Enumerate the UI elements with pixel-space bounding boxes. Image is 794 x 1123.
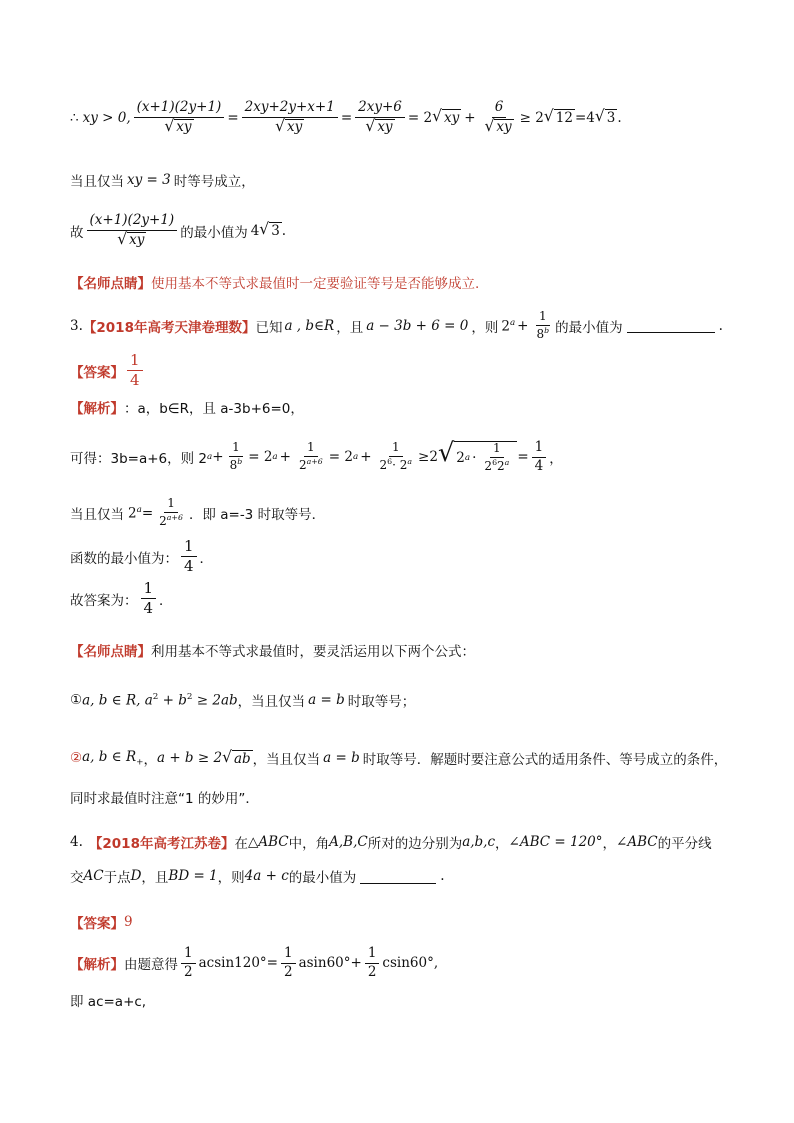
text-bisector: 的平分线: [657, 836, 712, 852]
conclusion-line: 故 (x+1)(2y+1) √ xy 的最小值为 4 √ 3 .: [70, 212, 287, 248]
value-4: 4: [250, 222, 260, 239]
fraction-1-over-8b: [227, 441, 246, 473]
text-then: ，则: [471, 319, 499, 336]
question-number: 4.: [70, 834, 83, 850]
plus-sign: +: [517, 317, 529, 334]
equality-condition-line: [70, 170, 734, 190]
denominator: 4: [184, 557, 194, 576]
base-2: 2: [128, 505, 137, 522]
cond-a-eq-b: a = b: [308, 692, 345, 708]
period: .: [617, 109, 622, 126]
fraction-4-denominator: xy: [496, 118, 512, 135]
fraction-1-over-26-2a: [377, 441, 416, 473]
triangle-abc: △ABC: [247, 834, 289, 850]
angle-120: ∠ABC = 120°: [508, 834, 603, 850]
segment-ac: AC: [83, 868, 104, 884]
exponent-a: a: [136, 504, 142, 515]
answer-tag: 【答案】: [70, 916, 124, 932]
circled-number-1: ①: [70, 692, 83, 708]
exponent-a: a: [272, 452, 278, 463]
exponent: a: [504, 457, 510, 467]
bd-equals-1: BD = 1: [168, 868, 218, 884]
conclusion-denominator: xy: [129, 231, 145, 248]
tip-text: 利用基本不等式求最值时，要灵活运用以下两个公式：: [151, 644, 475, 660]
radicand-3: 3: [271, 223, 280, 240]
answer-3: [70, 352, 734, 390]
plus-sign: +: [464, 109, 476, 126]
question-fraction-numerator: 1: [536, 310, 550, 326]
formula-expr: a, b ∈ R, a: [82, 692, 153, 709]
ge-two: ≥2: [418, 449, 438, 466]
denominator: 2: [184, 963, 193, 980]
text-and: ，且: [141, 870, 169, 886]
exponent-a: a: [352, 452, 359, 463]
term-csin60: csin60°,: [382, 955, 439, 972]
answer-numerator: 1: [127, 352, 143, 371]
exponent-a: a: [509, 317, 516, 328]
text-equality: 时取等号；: [347, 694, 416, 710]
expr-xy-3: xy = 3: [127, 172, 171, 188]
answer-blank: [627, 318, 715, 333]
formula-1: [70, 690, 734, 710]
answer-value: 9: [124, 914, 133, 930]
text-when: 当且仅当: [70, 174, 124, 190]
solution-4-line-1: [70, 946, 734, 980]
equals-sign: =: [517, 449, 529, 466]
derive-text: 可得：3b=a+6，则 2: [70, 451, 208, 468]
expr-equation: a − 3b + 6 = 0: [366, 317, 469, 334]
solution-4-line-2: [70, 990, 734, 1010]
angles-abc: A,B,C: [329, 834, 368, 850]
min-fraction: [181, 538, 197, 576]
equals-sign: =: [340, 109, 353, 126]
question-fraction-denominator: 8: [536, 326, 545, 341]
plus-sign: +: [279, 449, 291, 466]
dot: ·: [472, 449, 477, 466]
solution-text: ：a，b∈R，且 a-3b+6=0，: [124, 401, 304, 417]
comma: ，: [495, 836, 509, 852]
numerator: 1: [229, 441, 243, 457]
text-meets: 交: [70, 870, 84, 886]
solution-tag: 【解析】: [70, 401, 124, 417]
radicand-fraction: [481, 442, 512, 474]
therefore-symbol: ∴: [70, 109, 79, 126]
tip-3-line: [70, 640, 734, 660]
formula-ge: ≥ 2ab: [192, 692, 238, 709]
denominator: 2: [283, 963, 293, 980]
numerator: 1: [365, 946, 380, 964]
text-given: 已知: [255, 319, 283, 336]
answer-fraction: [127, 352, 143, 390]
period: .: [440, 868, 445, 884]
period: .: [718, 317, 723, 334]
fraction-2-numerator: 2xy+2y+x+1: [242, 100, 338, 118]
fraction-1-over-2a6: [296, 441, 326, 473]
formula-2: ② a, b ∈ $R_+$ ， a + b ≥ 2 √ ab ，当且仅当 a = b 时取等号．解题时要注意公式的适用条件、等号成立的条件，: [70, 747, 728, 768]
exponent: b: [237, 457, 243, 467]
numerator: 1: [389, 441, 403, 457]
radicand-base: 2: [456, 449, 465, 466]
answer-denominator: 4: [130, 371, 140, 390]
fraction-3-numerator: 2xy+6: [355, 100, 405, 118]
fraction-1: (x+1)(2y+1) √ xy: [134, 100, 225, 135]
text-equality-holds: 时等号成立，: [173, 174, 255, 190]
text-and: ，且: [336, 319, 364, 336]
half-fraction: [181, 946, 196, 980]
result-fraction: [532, 440, 547, 474]
condition: xy > 0,: [82, 109, 131, 126]
numerator: 1: [532, 440, 547, 458]
text-by-meaning: 由题意得: [124, 957, 178, 974]
subscript-plus: +: [136, 757, 144, 768]
numerator: 1: [181, 946, 196, 964]
text-then: ，则: [217, 870, 245, 886]
expr-ab-in-r: a , b∈R: [284, 317, 335, 334]
text-at-point: 于点: [103, 870, 131, 886]
tip-tag: 【名师点睛】: [70, 276, 151, 292]
period: ．: [159, 592, 173, 609]
conclusion-fraction: (x+1)(2y+1) √ xy: [87, 213, 178, 248]
tip-line: [70, 272, 734, 292]
circled-number-2: ②: [70, 750, 83, 766]
exponent: 6: [492, 457, 498, 467]
numerator: 1: [304, 441, 318, 457]
denominator: 2: [159, 513, 167, 528]
fraction-4-numerator: 6: [492, 100, 507, 118]
denominator: 4: [143, 599, 154, 618]
formula-plus-b: + b: [158, 692, 187, 709]
plus-sign: +: [212, 449, 224, 466]
solution-3-line-5: [70, 580, 734, 618]
text-when: ，当且仅当: [252, 752, 321, 768]
sqrt-product: √ 2 a · $\frac{1}{2^62^a}$: [438, 441, 517, 474]
question-source-tag: 【2018年高考天津卷理数】: [82, 319, 256, 336]
sides-abc: a,b,c: [462, 834, 496, 850]
angle-abc: ∠ABC: [616, 834, 658, 850]
fraction-4: 6 √ xy: [484, 99, 512, 135]
equals-two: = 2: [248, 449, 273, 466]
ge-two: ≥ 2: [519, 109, 544, 126]
text-therefore: 故: [70, 224, 84, 241]
text-min-value: 的最小值为: [180, 224, 248, 241]
plus-sign: +: [360, 449, 372, 466]
text-when: ，当且仅当: [237, 694, 306, 710]
fraction-3-denominator: xy: [377, 118, 393, 135]
base-2: 2: [501, 318, 510, 335]
denominator: 8: [229, 458, 238, 473]
equals-two: = 2: [328, 449, 353, 466]
radicand-3: 3: [606, 110, 616, 127]
denominator: 2: [298, 458, 307, 473]
tip-text: 使用基本不等式求最值时一定要验证等号是否能够成立.: [151, 276, 480, 292]
numerator: 1: [281, 946, 296, 964]
text-min-value: 的最小值为: [555, 319, 623, 336]
fraction-2: 2xy+2y+x+1 √ xy: [242, 100, 338, 135]
exponent-a: a: [207, 452, 213, 463]
exponent: a: [407, 457, 413, 467]
half-fraction: [281, 946, 296, 980]
denominator-part: · 2: [392, 458, 408, 473]
solution-3-line-4: [70, 538, 734, 576]
text-opposite-sides: 所对的边分别为: [367, 836, 463, 852]
text-min-value: 的最小值为: [288, 870, 357, 886]
term-asin60: asin60°+: [298, 955, 362, 972]
numerator: 1: [181, 538, 197, 557]
period: ．: [199, 550, 214, 567]
exponent-2: 2: [152, 691, 159, 702]
answer-blank: [360, 869, 436, 884]
fraction-1-numerator: (x+1)(2y+1): [134, 100, 225, 118]
exponent: 6: [387, 457, 393, 467]
exponent-2: 2: [186, 691, 193, 702]
equality-fraction: [156, 497, 186, 529]
question-4-line-1: [70, 832, 734, 852]
half-fraction: [365, 946, 380, 980]
solution-3-line-1: [70, 397, 734, 417]
point-d: D: [130, 868, 142, 884]
text-min-of-function: 函数的最小值为：: [70, 550, 178, 567]
text-equality-note: 时取等号．解题时要注意公式的适用条件、等号成立的条件，: [362, 752, 728, 768]
term-2: = 2: [407, 109, 433, 126]
term-acsin120: acsin120°=: [198, 955, 278, 972]
expr-4a-plus-c: 4a + c: [244, 868, 289, 884]
solution-tag: 【解析】: [70, 957, 124, 974]
denominator-part: 2: [497, 458, 505, 473]
conclusion-numerator: (x+1)(2y+1): [87, 213, 178, 231]
equality-text: ．即 a=-3 时取等号．: [188, 506, 326, 523]
equals-sign: =: [227, 109, 239, 126]
question-3: [70, 310, 734, 342]
denominator: 2: [379, 458, 388, 473]
text-when: 当且仅当: [70, 506, 124, 523]
fraction-1-denominator: xy: [176, 118, 192, 135]
solution-3-line-3: 当且仅当 $2^a=$ $\frac{1}{2^{a+6}}$ ．即 a=-3 时取等号．: [70, 496, 326, 528]
denominator: 2: [484, 458, 493, 473]
period: .: [281, 222, 287, 239]
radicand-12: 12: [555, 110, 573, 127]
text-in: 在: [234, 836, 248, 852]
fraction-3: 2xy+6 √ xy: [355, 100, 405, 135]
answer-fraction: [141, 580, 157, 618]
tip-tag: 【名师点睛】: [70, 644, 151, 660]
exponent: a+6: [306, 457, 323, 467]
solution-3-line-2: [70, 437, 734, 474]
solution-text: 即 ac=a+c,: [70, 994, 147, 1010]
answer-tag: 【答案】: [70, 364, 124, 381]
denominator: 4: [534, 457, 544, 474]
exponent: a+6: [166, 512, 183, 522]
question-number: 3.: [70, 317, 83, 334]
equals-four: =4: [574, 109, 595, 126]
comma: ，: [143, 752, 157, 768]
radicand-xy: xy: [443, 110, 460, 127]
numerator: 1: [141, 580, 157, 599]
numerator: 1: [164, 497, 178, 513]
text-angle: 中，角: [288, 836, 330, 852]
cond-a-eq-b: a = b: [323, 750, 360, 766]
radicand-ab: ab: [233, 750, 251, 767]
text-use-of-one: 同时求最值时注意“1 的妙用”．: [70, 791, 259, 807]
exponent: a: [464, 452, 471, 463]
denominator: 2: [367, 963, 377, 980]
comma: ，: [549, 451, 563, 468]
formula-2-line-2: [70, 787, 734, 807]
answer-4: [70, 912, 734, 932]
formula-ineq: a + b ≥ 2: [156, 750, 223, 766]
exponent-b: b: [544, 325, 550, 335]
comma: ，: [602, 836, 617, 852]
inequality-chain: ∴ xy > 0, (x+1)(2y+1) √ xy = 2xy+2y+x+1 √ xy = 2xy+6 √ xy = 2 √ xy + 6 √ xy ≥ 2 √ 12 =4 √ 3 .: [70, 99, 622, 135]
question-source-tag: 【2018年高考江苏卷】: [88, 836, 235, 852]
question-4-line-2: [70, 866, 734, 886]
text-answer-is: 故答案为：: [70, 592, 138, 609]
formula-expr: a, b ∈ R: [82, 748, 137, 765]
question-fraction: [533, 310, 552, 342]
numerator: 1: [490, 442, 504, 458]
fraction-2-denominator: xy: [287, 118, 303, 135]
